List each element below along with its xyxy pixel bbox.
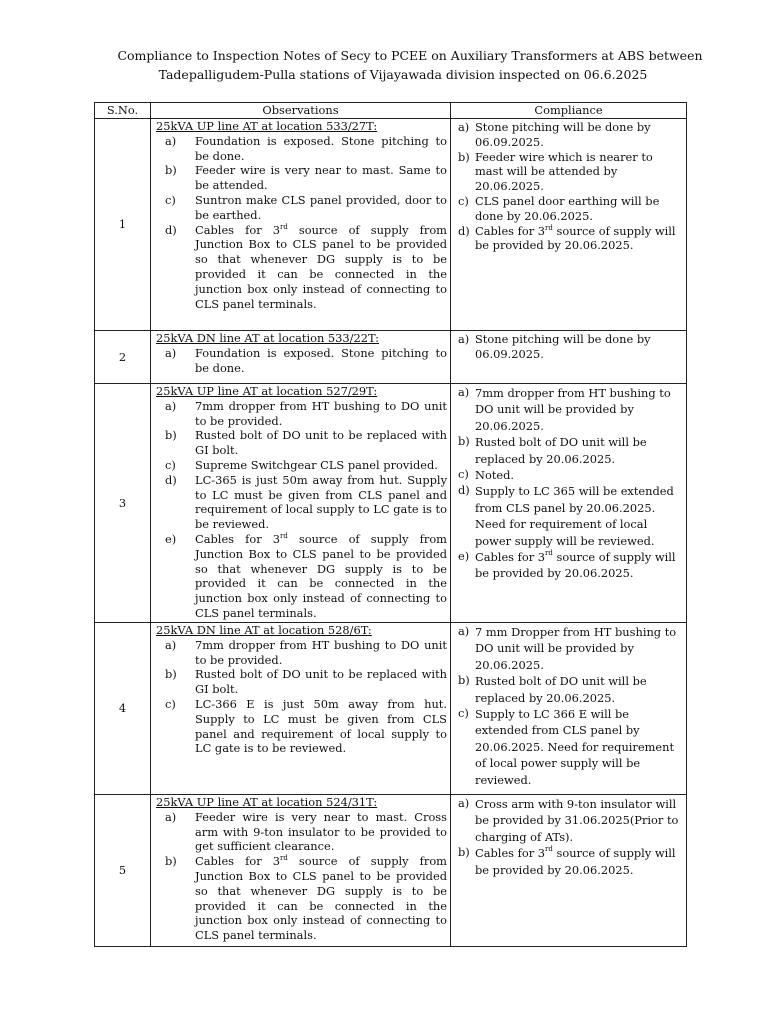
observation-item [151,134,450,164]
observation-item [151,638,450,668]
item-label: c) [458,467,469,482]
compliance-item [451,845,686,878]
item-text [475,549,684,582]
item-text: LC-366 E is just 50m away from hut. Supply to LC must be given from CLS panel and requirement of local supply to LC gate is to be reviewed. [195,696,447,756]
compliance-item [451,673,686,706]
compliance-cell [451,384,687,623]
item-text: Foundation is exposed. Stone pitching to be done. [195,345,447,375]
observation-item [151,223,450,312]
item-text [475,224,684,254]
compliance-item [451,796,686,845]
item-text-rest: source of supply will be provided by 20.06.2025. [475,550,676,581]
observations-cell [151,384,451,623]
row-serial-number: 3 [95,384,151,623]
item-label: a) [458,624,470,638]
item-text: Stone pitching will be done by 06.09.2025. [475,120,651,149]
item-text-rest: source of supply from Junction Box to CLS panel to be provided so that whenever DG supply is to be provided it can be connected in the junction box only instead of connecting to CLS panel terminals. [195,531,447,620]
observation-item [151,399,450,429]
item-text: Foundation is exposed. Stone pitching to be done. [195,133,447,163]
item-label: a) [165,398,177,413]
ordinal-superscript: rd [279,854,288,863]
item-text: Rusted bolt of DO unit will be replaced by 20.06.2025. [475,435,647,466]
item-label: a) [458,385,470,399]
item-text: Cross arm with 9-ton insulator will be provided by 31.06.2025(Prior to charging of ATs). [475,797,679,844]
compliance-cell [451,331,687,384]
item-label: d) [458,223,470,238]
compliance-cell [451,623,687,795]
observation-item [151,854,450,943]
item-label: d) [458,483,470,498]
compliance-item [451,194,686,224]
item-text: Feeder wire which is nearer to mast will be attended by 20.06.2025. [475,149,653,194]
item-label: b) [458,845,470,860]
item-text: 7 mm Dropper from HT bushing to DO unit will be provided by 20.06.2025. [475,625,677,672]
table-row [95,119,687,331]
item-label: b) [165,667,177,682]
ordinal-superscript: rd [545,223,553,232]
item-label: a) [165,809,177,824]
ordinal-superscript: rd [545,845,553,854]
item-text: Stone pitching will be done by 06.09.2025. [475,332,651,361]
item-text-rest: source of supply will be provided by 20.06.2025. [475,846,676,877]
item-text: Supply to LC 365 will be extended from CLS panel by 20.06.2025. Need for requirement of local power supply will be reviewed. [475,484,674,548]
item-text: Suntron make CLS panel provided, door to be earthed. [195,192,447,222]
row-serial-number: 1 [95,119,151,331]
item-label: b) [165,854,177,869]
item-label: c) [165,457,176,472]
compliance-item [451,385,686,434]
observation-item [151,346,450,376]
item-text [195,532,447,621]
compliance-item [451,150,686,194]
item-text: 7mm dropper from HT bushing to DO unit will be provided by 20.06.2025. [475,386,671,433]
item-label: b) [458,434,470,449]
item-text-prefix: Cables for 3 [195,222,280,237]
compliance-item [451,706,686,788]
location-heading: 25kVA UP line AT at location 524/31T: [156,795,378,809]
observations-cell [151,795,451,947]
location-heading: 25kVA UP line AT at location 533/27T: [156,119,378,133]
row-serial-number: 5 [95,795,151,947]
location-heading: 25kVA DN line AT at location 528/6T: [156,623,372,637]
compliance-item [451,467,686,483]
item-text [195,223,447,312]
compliance-cell [451,119,687,331]
item-text: Rusted bolt of DO unit to be replaced with GI bolt. [195,428,447,458]
item-label: d) [165,222,177,237]
item-text-prefix: Cables for 3 [475,550,546,565]
observation-item [151,667,450,697]
title-line-2: Tadepalligudem-Pulla stations of Vijayawada division inspected on 06.6.2025 [158,67,648,82]
table-row [95,384,687,623]
item-text: LC-365 is just 50m away from hut. Supply to LC must be given from CLS panel and requirement of local supply to LC gate is to be reviewed. [195,472,447,532]
item-text: Rusted bolt of DO unit will be replaced by 20.06.2025. [475,674,647,705]
item-label: b) [458,673,470,688]
table-header-row [95,103,687,119]
item-text: Rusted bolt of DO unit to be replaced with GI bolt. [195,667,447,697]
observation-item [151,532,450,621]
item-text [195,854,447,943]
item-text-prefix: Cables for 3 [475,846,546,861]
item-label: a) [458,120,470,134]
item-text: 7mm dropper from HT bushing to DO unit to be provided. [195,398,447,428]
item-text: Noted. [475,468,515,483]
item-text: Feeder wire is very near to mast. Same to be attended. [195,163,447,193]
compliance-item [451,434,686,467]
observation-item [151,810,450,854]
item-label: d) [165,472,177,487]
observations-cell [151,623,451,795]
item-label: a) [165,133,177,148]
header-sno: S.No. [95,103,151,119]
table-row [95,623,687,795]
compliance-table [94,102,687,947]
observation-item [151,193,450,223]
observation-item [151,458,450,473]
title-line-1: Compliance to Inspection Notes of Secy to PCEE on Auxiliary Transformers at ABS between [117,48,703,63]
item-text-prefix: Cables for 3 [475,223,546,238]
location-heading: 25kVA DN line AT at location 533/22T: [156,331,380,345]
item-text: Supply to LC 366 E will be extended from CLS panel by 20.06.2025. Need for requirement of local power supply will be reviewed. [475,707,675,787]
header-compliance: Compliance [451,103,687,119]
item-text: Feeder wire is very near to mast. Cross arm with 9-ton insulator to be provided to get sufficient clearance. [195,809,447,854]
table-row [95,331,687,384]
item-label: a) [458,332,470,346]
item-label: a) [165,345,177,360]
row-serial-number: 2 [95,331,151,384]
compliance-item [451,624,686,673]
item-label: c) [165,192,176,207]
location-heading: 25kVA UP line AT at location 527/29T: [156,384,378,398]
compliance-item [451,483,686,549]
item-label: e) [458,549,470,564]
item-label: b) [165,428,177,443]
document-title [0,46,768,84]
ordinal-superscript: rd [279,531,288,540]
item-text-rest: source of supply from Junction Box to CLS panel to be provided so that whenever DG supply is to be provided it can be connected in the junction box only instead of connecting to CLS panel terminals. [195,854,447,943]
compliance-item [451,120,686,150]
compliance-cell [451,795,687,947]
item-label: b) [165,163,177,178]
item-label: a) [165,637,177,652]
row-serial-number: 4 [95,623,151,795]
ordinal-superscript: rd [279,222,288,231]
item-label: a) [458,796,470,810]
ordinal-superscript: rd [545,549,553,558]
item-text-prefix: Cables for 3 [195,854,280,869]
item-label: c) [458,706,469,721]
compliance-item [451,332,686,362]
observation-item [151,428,450,458]
compliance-item [451,224,686,254]
item-label: c) [458,193,469,208]
item-label: e) [165,531,177,546]
observation-item [151,473,450,532]
item-text [475,845,684,878]
item-text: 7mm dropper from HT bushing to DO unit to be provided. [195,637,447,667]
observation-item [151,697,450,756]
compliance-item [451,549,686,582]
item-label: b) [458,149,470,164]
item-text-rest: source of supply from Junction Box to CLS panel to be provided so that whenever DG supply is to be provided it can be connected in the junction box only instead of connecting to CLS panel terminals. [195,222,447,311]
observations-cell [151,331,451,384]
item-text-prefix: Cables for 3 [195,531,280,546]
table-row [95,795,687,947]
item-text: Supreme Switchgear CLS panel provided. [195,457,438,472]
observations-cell [151,119,451,331]
observation-item [151,163,450,193]
item-text-rest: source of supply will be provided by 20.06.2025. [475,223,676,253]
item-label: c) [165,696,176,711]
header-observations: Observations [151,103,451,119]
item-text: CLS panel door earthing will be done by 20.06.2025. [475,193,660,223]
